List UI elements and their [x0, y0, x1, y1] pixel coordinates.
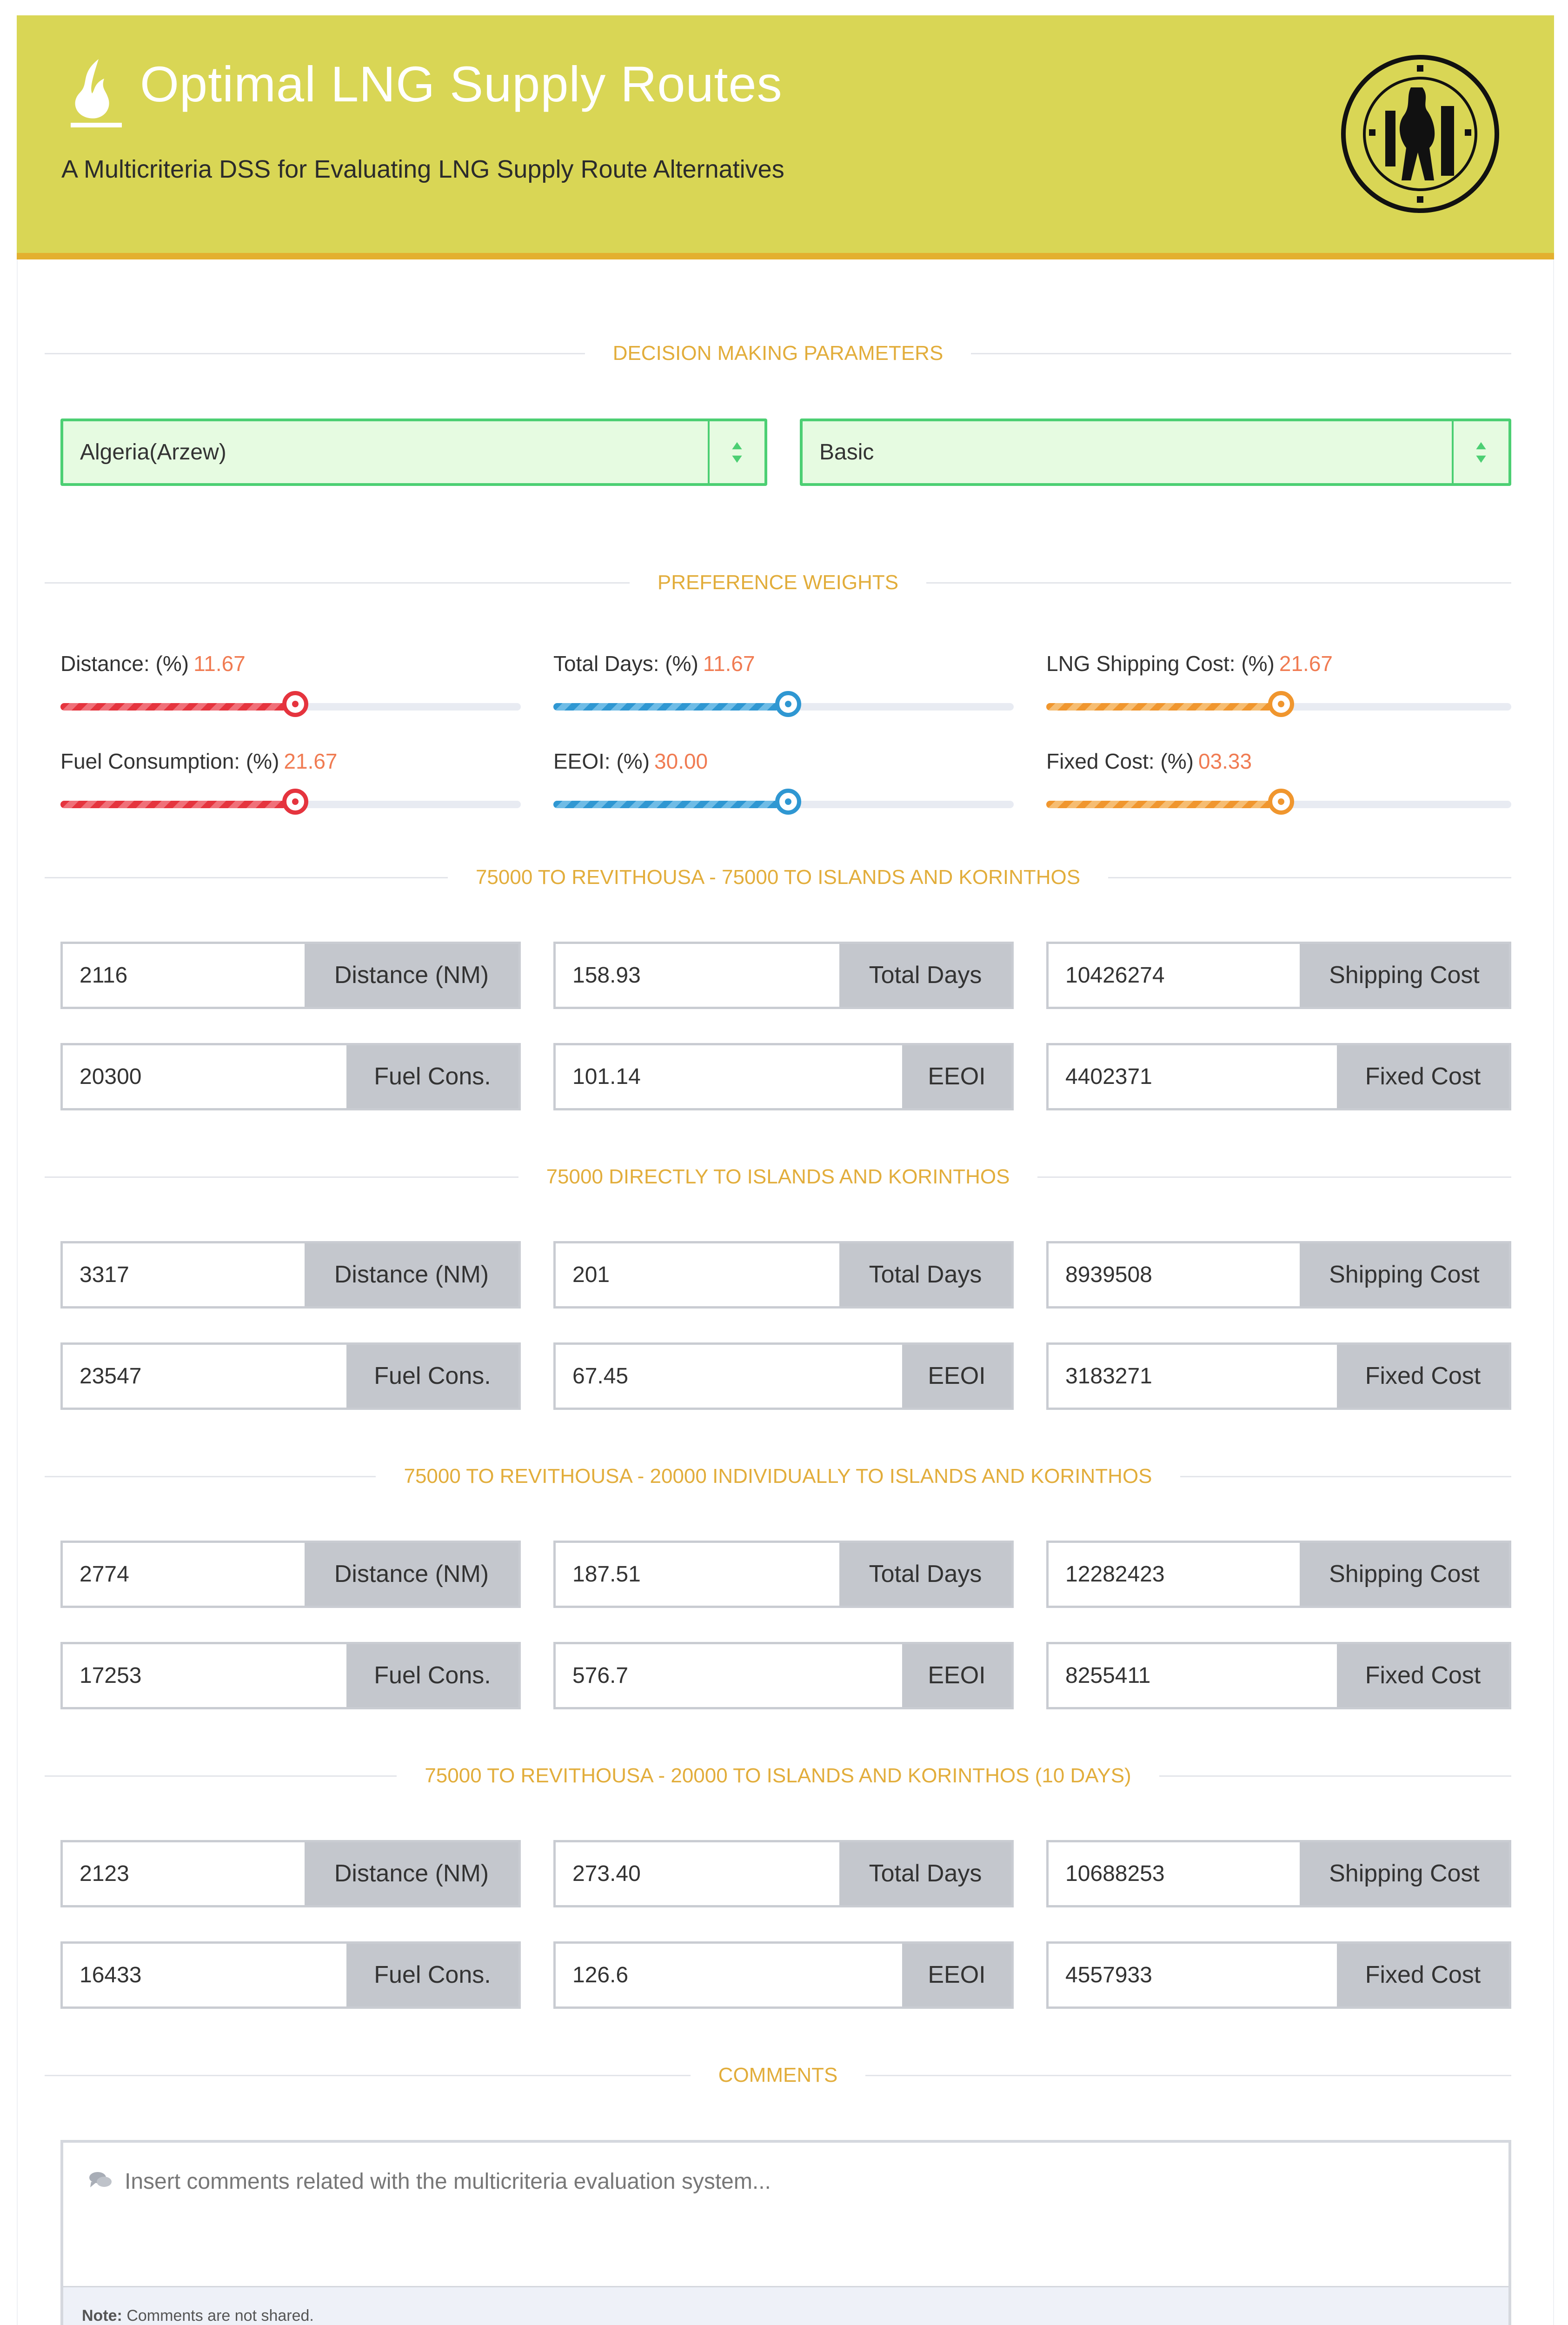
comments-placeholder: Insert comments related with the multicriteria evaluation system... [125, 2169, 771, 2194]
section-heading-route-1: 75000 TO REVITHOUSA - 75000 TO ISLANDS AND KORINTHOS [45, 861, 1511, 894]
flame-icon [61, 55, 131, 130]
slider-handle[interactable] [1268, 691, 1294, 717]
slider-handle[interactable] [282, 789, 308, 815]
route-4-fixed-cost[interactable]: 4557933 Fixed Cost [1046, 1941, 1511, 2009]
comments-note: Note: Comments are not shared. [63, 2286, 1508, 2325]
section-heading-route-4: 75000 TO REVITHOUSA - 20000 TO ISLANDS AND KORINTHOS (10 DAYS) [45, 1760, 1511, 1792]
route-1-shipping-cost[interactable]: 10426274 Shipping Cost [1046, 942, 1511, 1009]
route-4-total-days[interactable]: 273.40 Total Days [553, 1840, 1014, 1907]
route-1-distance[interactable]: 2116 Distance (NM) [60, 942, 521, 1009]
route-3-total-days[interactable]: 187.51 Total Days [553, 1541, 1014, 1608]
route-2-fixed-cost[interactable]: 3183271 Fixed Cost [1046, 1342, 1511, 1410]
weight-slider-distance[interactable] [60, 703, 521, 711]
slider-handle[interactable] [775, 691, 801, 717]
route-4-eeoi[interactable]: 126.6 EEOI [553, 1941, 1014, 2009]
route-3-distance[interactable]: 2774 Distance (NM) [60, 1541, 521, 1608]
route-2-eeoi[interactable]: 67.45 EEOI [553, 1342, 1014, 1410]
route-3-eeoi[interactable]: 576.7 EEOI [553, 1642, 1014, 1709]
weight-label-eeoi: EEOI: (%) 30.00 [553, 749, 708, 773]
select-arrows-icon [1452, 421, 1508, 483]
origin-select[interactable] [60, 418, 767, 486]
route-2-distance[interactable]: 3317 Distance (NM) [60, 1241, 521, 1309]
section-heading-weights: PREFERENCE WEIGHTS [45, 566, 1511, 599]
slider-handle[interactable] [775, 789, 801, 815]
weight-slider-fuel[interactable] [60, 801, 521, 808]
route-2-total-days[interactable]: 201 Total Days [553, 1241, 1014, 1309]
weight-label-shipping-cost: LNG Shipping Cost: (%) 21.67 [1046, 651, 1333, 676]
comments-icon [88, 2171, 113, 2189]
route-4-distance[interactable]: 2123 Distance (NM) [60, 1840, 521, 1907]
app-subtitle: A Multicriteria DSS for Evaluating LNG Supply Route Alternatives [61, 155, 784, 183]
route-1-total-days[interactable]: 158.93 Total Days [553, 942, 1014, 1009]
weight-slider-eeoi[interactable] [553, 801, 1014, 808]
origin-select-value: Algeria(Arzew) [80, 440, 226, 465]
weight-slider-fixed-cost[interactable] [1046, 801, 1511, 808]
route-3-fixed-cost[interactable]: 8255411 Fixed Cost [1046, 1642, 1511, 1709]
weight-slider-total-days[interactable] [553, 703, 1014, 711]
route-2-shipping-cost[interactable]: 8939508 Shipping Cost [1046, 1241, 1511, 1309]
university-seal-icon [1341, 55, 1499, 213]
weight-label-total-days: Total Days: (%) 11.67 [553, 651, 755, 676]
section-heading-comments: COMMENTS [45, 2059, 1511, 2092]
section-heading-route-2: 75000 DIRECTLY TO ISLANDS AND KORINTHOS [45, 1161, 1511, 1193]
route-4-fuel[interactable]: 16433 Fuel Cons. [60, 1941, 521, 2009]
mode-select-value: Basic [819, 440, 874, 465]
section-heading-decision: DECISION MAKING PARAMETERS [45, 337, 1511, 370]
app-title: Optimal LNG Supply Routes [140, 56, 783, 112]
header [17, 15, 1554, 259]
route-1-fuel[interactable]: 20300 Fuel Cons. [60, 1043, 521, 1110]
weight-label-distance: Distance: (%) 11.67 [60, 651, 246, 676]
route-3-shipping-cost[interactable]: 12282423 Shipping Cost [1046, 1541, 1511, 1608]
weight-label-fixed-cost: Fixed Cost: (%) 03.33 [1046, 749, 1252, 773]
weight-slider-shipping-cost[interactable] [1046, 703, 1511, 711]
slider-handle[interactable] [1268, 789, 1294, 815]
section-heading-route-3: 75000 TO REVITHOUSA - 20000 INDIVIDUALLY TO ISLANDS AND KORINTHOS [45, 1460, 1511, 1493]
route-4-shipping-cost[interactable]: 10688253 Shipping Cost [1046, 1840, 1511, 1907]
comments-textarea[interactable] [60, 2140, 1511, 2325]
weight-label-fuel: Fuel Consumption: (%) 21.67 [60, 749, 338, 773]
slider-handle[interactable] [282, 691, 308, 717]
mode-select[interactable] [800, 418, 1511, 486]
route-1-eeoi[interactable]: 101.14 EEOI [553, 1043, 1014, 1110]
route-2-fuel[interactable]: 23547 Fuel Cons. [60, 1342, 521, 1410]
route-3-fuel[interactable]: 17253 Fuel Cons. [60, 1642, 521, 1709]
select-arrows-icon [708, 421, 764, 483]
route-1-fixed-cost[interactable]: 4402371 Fixed Cost [1046, 1043, 1511, 1110]
